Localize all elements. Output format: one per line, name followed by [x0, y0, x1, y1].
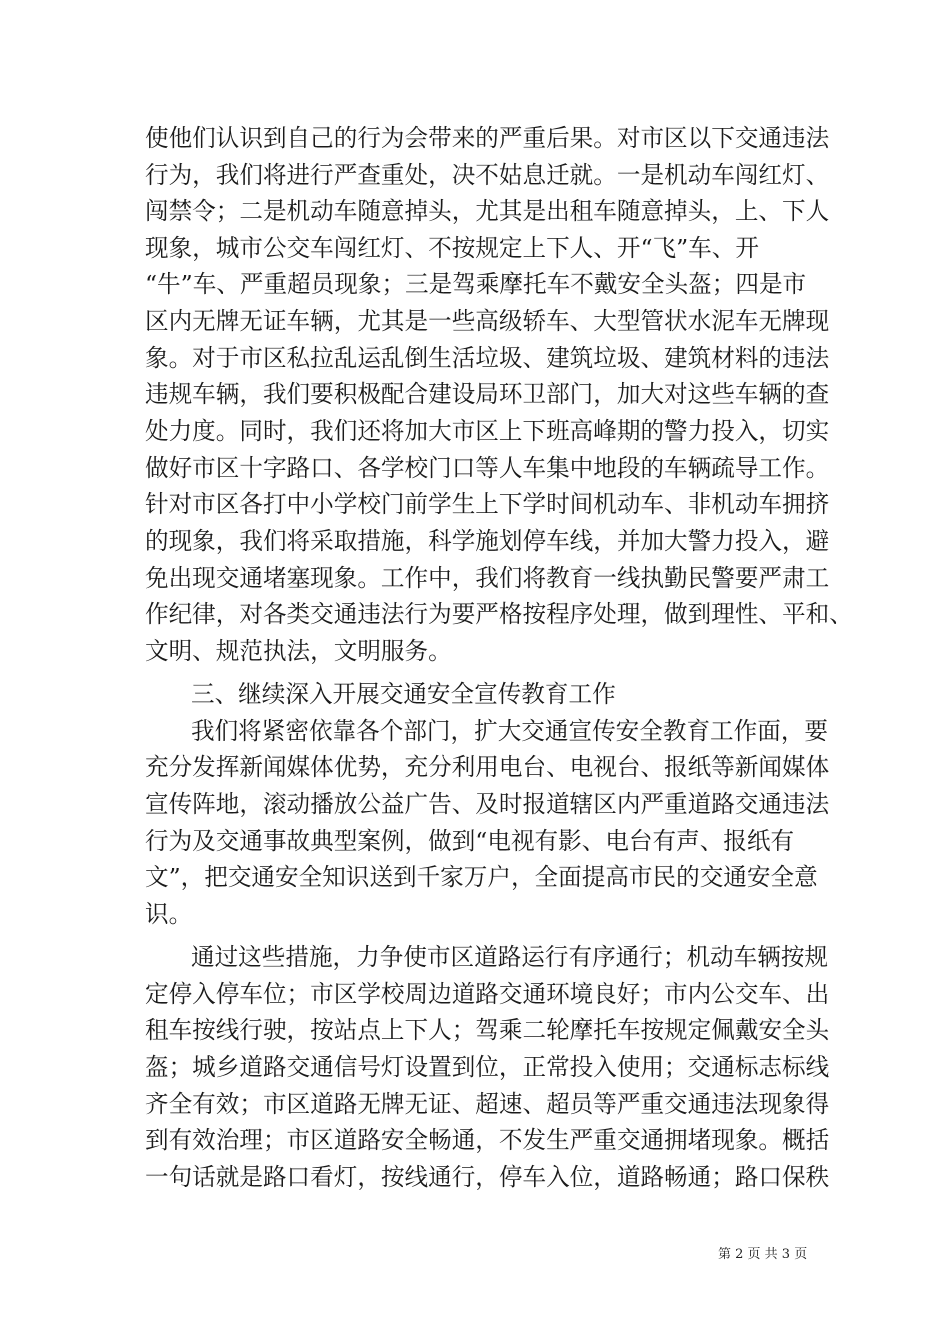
- body-line: 的现象，我们将采取措施，科学施划停车线，并加大警力投入，避: [145, 527, 830, 555]
- body-line: 充分发挥新闻媒体优势，充分利用电台、电视台、报纸等新闻媒体: [145, 753, 830, 781]
- body-line: 一句话就是路口看灯，按线通行，停车入位，道路畅通；路口保秩: [145, 1163, 830, 1191]
- page-number-footer: 第 2 页 共 3 页: [718, 1247, 808, 1262]
- body-line: “牛”车、严重超员现象；三是驾乘摩托车不戴安全头盔；四是市: [145, 270, 807, 298]
- body-line: 做好市区十字路口、各学校门口等人车集中地段的车辆疏导工作。: [145, 454, 830, 482]
- body-line: 文”，把交通安全知识送到千家万户，全面提高市民的交通安全意: [145, 863, 818, 891]
- body-line: 闯禁令；二是机动车随意掉头，尤其是出租车随意掉头，上、下人: [145, 197, 830, 225]
- body-line: 现象，城市公交车闯红灯、不按规定上下人、开“飞”车、开: [145, 234, 759, 262]
- body-line: 定停入停车位；市区学校周边道路交通环境良好；市内公交车、出: [145, 980, 830, 1008]
- body-line: 象。对于市区私拉乱运乱倒生活垃圾、建筑垃圾、建筑材料的违法: [145, 344, 830, 372]
- body-line: 文明、规范执法，文明服务。: [145, 637, 452, 665]
- body-line: 作纪律，对各类交通违法行为要严格按程序处理，做到理性、平和、: [145, 600, 853, 628]
- body-line: 租车按线行驶，按站点上下人；驾乘二轮摩托车按规定佩戴安全头: [145, 1016, 830, 1044]
- body-line: 处力度。同时，我们还将加大市区上下班高峰期的警力投入，切实: [145, 417, 830, 445]
- body-line: 我们将紧密依靠各个部门，扩大交通宣传安全教育工作面，要: [191, 717, 829, 745]
- body-line: 识。: [145, 900, 193, 928]
- body-line: 区内无牌无证车辆，尤其是一些高级轿车、大型管状水泥车无牌现: [145, 307, 830, 335]
- body-line: 使他们认识到自己的行为会带来的严重后果。对市区以下交通违法: [145, 124, 830, 152]
- body-line: 免出现交通堵塞现象。工作中，我们将教育一线执勤民警要严肃工: [145, 564, 830, 592]
- section-heading: 三、继续深入开展交通安全宣传教育工作: [191, 680, 616, 708]
- body-line: 到有效治理；市区道路安全畅通，不发生严重交通拥堵现象。概括: [145, 1126, 830, 1154]
- body-line: 针对市区各打中小学校门前学生上下学时间机动车、非机动车拥挤: [145, 490, 830, 518]
- body-line: 宣传阵地，滚动播放公益广告、及时报道辖区内严重道路交通违法: [145, 790, 830, 818]
- body-line: 行为，我们将进行严查重处，决不姑息迁就。一是机动车闯红灯、: [145, 161, 830, 189]
- body-line: 齐全有效；市区道路无牌无证、超速、超员等严重交通违法现象得: [145, 1090, 830, 1118]
- body-line: 行为及交通事故典型案例，做到“电视有影、电台有声、报纸有: [145, 827, 795, 855]
- body-line: 违规车辆，我们要积极配合建设局环卫部门，加大对这些车辆的查: [145, 380, 830, 408]
- body-line: 通过这些措施，力争使市区道路运行有序通行；机动车辆按规: [191, 943, 829, 971]
- body-line: 盔；城乡道路交通信号灯设置到位，正常投入使用；交通标志标线: [145, 1053, 830, 1081]
